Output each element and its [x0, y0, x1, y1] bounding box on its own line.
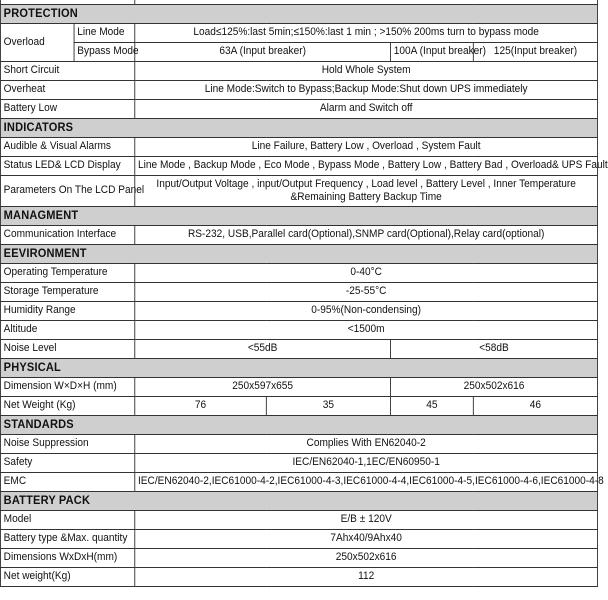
row-emc — [0, 472, 597, 491]
noise-level-label: Noise Level — [0, 339, 134, 358]
row-humidity — [0, 301, 597, 320]
overload-label: Overload — [0, 23, 74, 61]
short-circuit-label: Short Circuit — [0, 61, 134, 80]
alarms-label: Audible & Visual Alarms — [0, 137, 134, 156]
net-weight-value: 35 — [266, 396, 390, 415]
line-mode-value: Load≤125%:last 5min;≤150%:last 1 min ; >150% 200ms turn to bypass mode — [135, 23, 598, 42]
section-environment — [0, 244, 597, 263]
overheat-label: Overheat — [0, 80, 134, 99]
section-heading: BATTERY PACK — [0, 491, 597, 510]
altitude-label: Altitude — [0, 320, 134, 339]
overheat-value: Line Mode:Switch to Bypass;Backup Mode:Shut down UPS immediately — [135, 80, 598, 99]
row-storage-temp — [0, 282, 597, 301]
row-altitude — [0, 320, 597, 339]
row-status-display — [0, 156, 597, 175]
row-lcd-parameters — [0, 175, 597, 206]
safety-label: Safety — [0, 453, 134, 472]
emc-value: IEC/EN62040-2,IEC61000-4-2,IEC61000-4-3,IEC61000-4-4,IEC61000-4-5,IEC61000-4-6,IEC61000-4-8 — [135, 472, 598, 491]
noise-suppression-value: Complies With EN62040-2 — [135, 434, 598, 453]
battery-type-value: 7Ahx40/9Ahx40 — [135, 529, 598, 548]
row-net-weight — [0, 396, 597, 415]
net-weight-label: Net Weight (Kg) — [0, 396, 134, 415]
net-weight-value: 76 — [135, 396, 267, 415]
battery-type-label: Battery type &Max. quantity — [0, 529, 134, 548]
row-alarms — [0, 137, 597, 156]
noise-level-value: <55dB — [135, 339, 391, 358]
section-battery-pack — [0, 491, 597, 510]
noise-level-value: <58dB — [391, 339, 598, 358]
section-indicators — [0, 118, 597, 137]
battery-weight-value: 112 — [135, 567, 598, 586]
emc-label: EMC — [0, 472, 134, 491]
row-overload-line — [0, 23, 597, 42]
battery-weight-label: Net weight(Kg) — [0, 567, 134, 586]
dimension-label: Dimension W×D×H (mm) — [0, 377, 134, 396]
bypass-value: 125(Input breaker) — [473, 42, 597, 61]
net-weight-value: 46 — [473, 396, 597, 415]
battery-dims-value: 250x502x616 — [135, 548, 598, 567]
section-heading: PROTECTION — [0, 4, 597, 23]
status-label: Status LED& LCD Display — [0, 156, 134, 175]
op-temp-label: Operating Temperature — [0, 263, 134, 282]
row-communication — [0, 225, 597, 244]
altitude-value: <1500m — [135, 320, 598, 339]
section-standards — [0, 415, 597, 434]
section-management — [0, 206, 597, 225]
safety-value: IEC/EN62040-1,1EC/EN60950-1 — [135, 453, 598, 472]
alarms-value: Line Failure, Battery Low , Overload , System Fault — [135, 137, 598, 156]
section-heading: EEVIRONMENT — [0, 244, 597, 263]
bypass-value: 100A (Input breaker) — [391, 42, 474, 61]
section-heading: INDICATORS — [0, 118, 597, 137]
section-heading: MANAGMENT — [0, 206, 597, 225]
humidity-value: 0-95%(Non-condensing) — [135, 301, 598, 320]
bypass-value: 63A (Input breaker) — [135, 42, 391, 61]
row-battery-dimensions — [0, 548, 597, 567]
row-dimension — [0, 377, 597, 396]
section-physical — [0, 358, 597, 377]
model-value: E/B ± 120V — [135, 510, 598, 529]
dimension-value: 250x502x616 — [391, 377, 598, 396]
row-noise-suppression — [0, 434, 597, 453]
battery-low-label: Battery Low — [0, 99, 134, 118]
section-heading: STANDARDS — [0, 415, 597, 434]
row-battery-low — [0, 99, 597, 118]
battery-low-value: Alarm and Switch off — [135, 99, 598, 118]
net-weight-value: 45 — [391, 396, 474, 415]
storage-temp-label: Storage Temperature — [0, 282, 134, 301]
comm-label: Communication Interface — [0, 225, 134, 244]
model-label: Model — [0, 510, 134, 529]
section-protection — [0, 4, 597, 23]
lcd-label: Parameters On The LCD Panel — [0, 175, 134, 206]
bypass-mode-label: Bypass Mode — [74, 42, 135, 61]
row-battery-type — [0, 529, 597, 548]
op-temp-value: 0-40°C — [135, 263, 598, 282]
row-noise-level — [0, 339, 597, 358]
row-model — [0, 510, 597, 529]
line-mode-label: Line Mode — [74, 23, 135, 42]
short-circuit-value: Hold Whole System — [135, 61, 598, 80]
row-overheat — [0, 80, 597, 99]
row-overload-bypass — [0, 42, 597, 61]
noise-suppression-label: Noise Suppression — [0, 434, 134, 453]
status-value: Line Mode , Backup Mode , Eco Mode , Bypass Mode , Battery Low , Battery Bad , Overload& UPS Fault — [135, 156, 598, 175]
lcd-value: Input/Output Voltage , input/Output Frequency , Load level , Battery Level , Inner Temperature &Remaining Battery Backup Time — [135, 175, 598, 206]
humidity-label: Humidity Range — [0, 301, 134, 320]
row-op-temp — [0, 263, 597, 282]
section-heading: PHYSICAL — [0, 358, 597, 377]
row-battery-weight — [0, 567, 597, 586]
battery-dims-label: Dimensions WxDxH(mm) — [0, 548, 134, 567]
comm-value: RS-232, USB,Parallel card(Optional),SNMP card(Optional),Relay card(optional) — [135, 225, 598, 244]
dimension-value: 250x597x655 — [135, 377, 391, 396]
row-short-circuit — [0, 61, 597, 80]
storage-temp-value: -25-55°C — [135, 282, 598, 301]
row-safety — [0, 453, 597, 472]
